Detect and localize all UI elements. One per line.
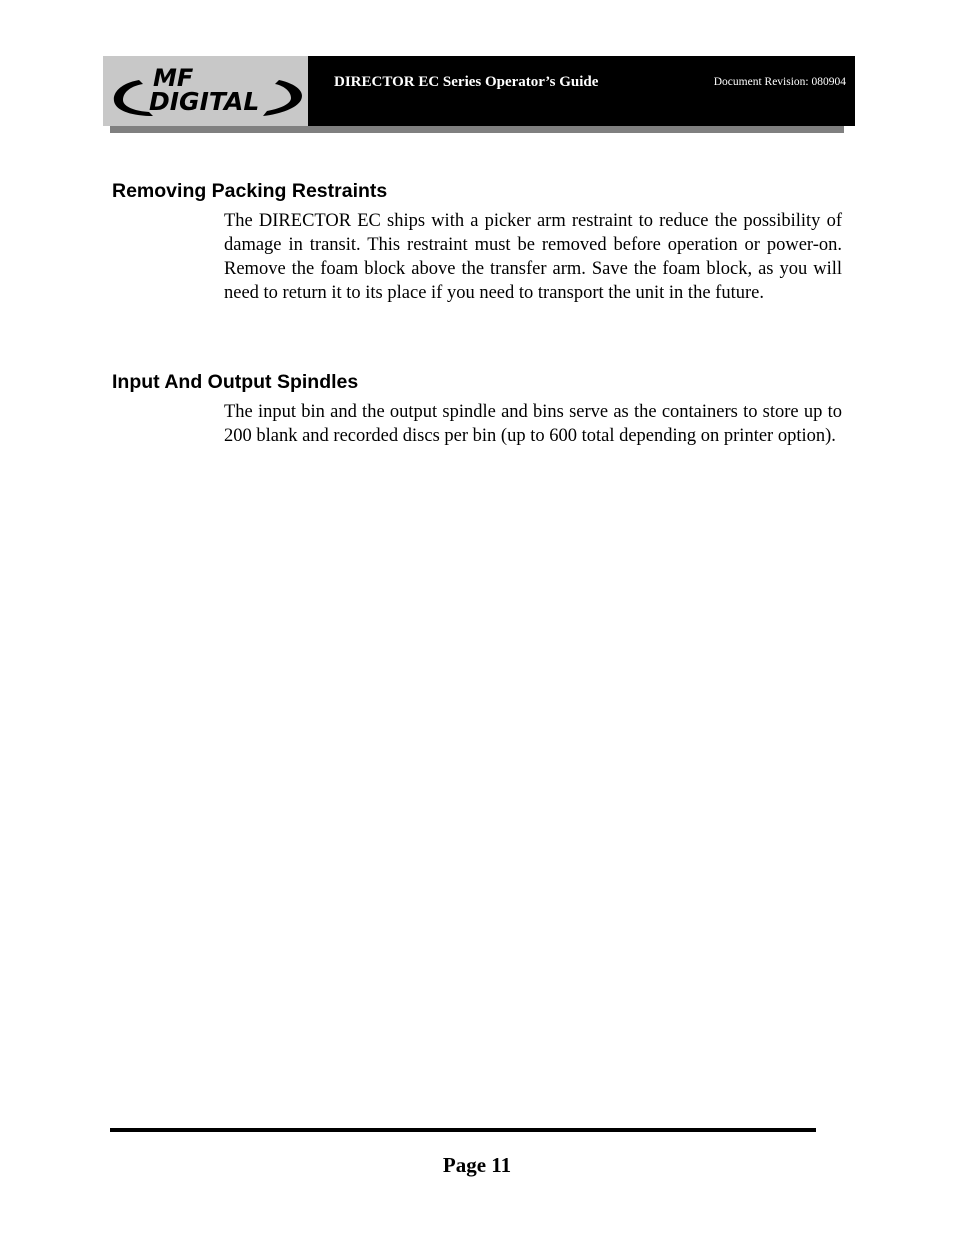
footer-divider: [110, 1128, 816, 1132]
logo-text-digital: DIGITAL: [149, 87, 260, 116]
mf-digital-logo: [103, 56, 308, 126]
document-revision: Document Revision: 080904: [713, 76, 846, 88]
logo-text-mf: MF: [153, 64, 194, 92]
section-body-spindles: The input bin and the output spindle and bins serve as the containers to store up to 200 blank and recorded discs per bin (up to 600 total depending on printer option).: [224, 402, 842, 446]
section-body-packing-restraints: The DIRECTOR EC ships with a picker arm restraint to reduce the possibility of damage in transit. This restraint must be removed before operation or power-on. Remove the foam block above the transfer arm. Save the foam block, as you will need to return it to its place if you need to transport the unit in the future.: [224, 211, 842, 303]
page-header: [103, 56, 855, 126]
page-number: Page 11: [442, 1153, 512, 1177]
logo-graphic: [103, 56, 308, 126]
document-title: DIRECTOR EC Series Operator’s Guide: [334, 74, 599, 90]
section-heading-packing-restraints: Removing Packing Restraints: [112, 180, 388, 202]
section-heading-spindles: Input And Output Spindles: [112, 371, 359, 393]
